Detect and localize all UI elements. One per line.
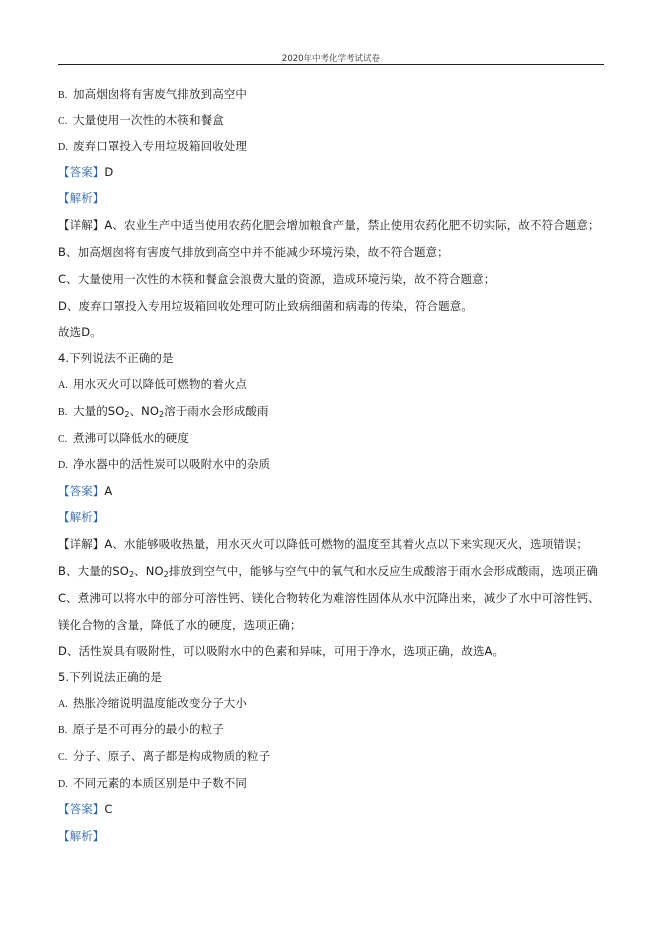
- option-letter: A.: [58, 699, 68, 710]
- q4-option-d: [58, 456, 270, 474]
- detail-text: A、农业生产中适当使用农药化肥会增加粮食产量，禁止使用农药化肥不切实际，故不符合题意；: [104, 218, 600, 232]
- answer-value: A: [104, 484, 113, 498]
- answer-value: C: [104, 802, 113, 816]
- detail-text-pre: B、大量的SO: [58, 564, 129, 578]
- subscript: 2: [159, 410, 165, 419]
- option-text: 用水灭火可以降低可燃物的着火点: [73, 377, 247, 391]
- q3-detail-2: B、加高烟囱将有害废气排放到高空中并不能减少环境污染，故不符合题意；: [58, 245, 449, 259]
- detail-tag: 【详解】: [58, 537, 105, 551]
- q3-conclusion: 故选D。: [58, 325, 102, 339]
- q4-option-a: [58, 376, 247, 394]
- q4-detail-2: [58, 563, 598, 579]
- detail-tag: 【详解】: [58, 218, 105, 232]
- option-text: 热胀冷缩说明温度能改变分子大小: [73, 696, 247, 710]
- q5-option-c: [58, 748, 270, 766]
- page-header: 2020年中考化学考试试卷: [281, 54, 381, 64]
- q5-option-b: [58, 721, 224, 739]
- q5-analysis: [58, 828, 104, 844]
- q3-answer: [58, 164, 113, 180]
- option-letter: D.: [58, 779, 68, 790]
- detail-text-post: 排放到空气中，能够与空气中的氧气和水反应生成酸溶于雨水会形成酸雨，选项正确: [168, 564, 599, 578]
- option-text: 煮沸可以降低水的硬度: [73, 431, 189, 445]
- q5-answer: [58, 801, 113, 817]
- q5-option-a: [58, 695, 247, 713]
- subscript: 2: [163, 570, 169, 579]
- subscript: 2: [128, 570, 135, 579]
- option-text: 不同元素的本质区别是中子数不同: [73, 776, 247, 790]
- option-letter: B.: [58, 407, 68, 418]
- option-text: 加高烟囱将有害废气排放到高空中: [73, 87, 247, 101]
- option-letter: C.: [58, 116, 68, 127]
- q3-option-b: [58, 86, 247, 104]
- answer-tag: 【答案】: [58, 802, 105, 816]
- option-text-mid: 、NO: [129, 404, 160, 418]
- answer-tag: 【答案】: [58, 484, 105, 498]
- analysis-tag: 【解析】: [58, 191, 105, 205]
- option-letter: B.: [58, 725, 68, 736]
- q3-option-c: [58, 112, 224, 130]
- q3-option-d: [58, 138, 247, 156]
- q3-detail-4: D、废弃口罩投入专用垃圾箱回收处理可防止致病细菌和病毒的传染，符合题意。: [58, 299, 473, 313]
- q4-analysis: [58, 509, 104, 525]
- option-text-pre: 大量的SO: [73, 404, 125, 418]
- option-letter: B.: [58, 90, 68, 101]
- analysis-tag: 【解析】: [58, 510, 105, 524]
- q4-stem: 4.下列说法不正确的是: [58, 351, 174, 365]
- answer-value: D: [104, 165, 114, 179]
- option-letter: D.: [58, 142, 68, 153]
- q4-option-c: [58, 430, 189, 448]
- q3-detail-1: [58, 217, 600, 233]
- header-divider: [58, 64, 604, 65]
- option-text: 废弃口罩投入专用垃圾箱回收处理: [73, 139, 247, 153]
- q4-detail-4: D、活性炭具有吸附性，可以吸附水中的色素和异味，可用于净水，选项正确，故选A。: [58, 644, 505, 658]
- q5-stem: 5.下列说法正确的是: [58, 670, 162, 684]
- answer-tag: 【答案】: [58, 165, 105, 179]
- option-letter: C.: [58, 434, 68, 445]
- q5-option-d: [58, 775, 247, 793]
- option-text: 分子、原子、离子都是构成物质的粒子: [73, 749, 271, 763]
- q4-detail-3a: C、煮沸可以将水中的部分可溶性钙、镁化合物转化为难溶性固体从水中沉降出来，减少了水中可溶性钙、: [58, 591, 600, 605]
- option-letter: A.: [58, 380, 68, 391]
- detail-text-mid: 、NO: [134, 564, 164, 578]
- detail-text: A、水能够吸收热量，用水灭火可以降低可燃物的温度至其着火点以下来实现灭火，选项错误；: [104, 537, 588, 551]
- option-text: 大量使用一次性的木筷和餐盒: [73, 113, 224, 127]
- q4-detail-3b: 镁化合物的含量，降低了水的硬度，选项正确；: [58, 618, 302, 632]
- subscript: 2: [124, 410, 130, 419]
- option-text: 净水器中的活性炭可以吸附水中的杂质: [73, 457, 271, 471]
- analysis-tag: 【解析】: [58, 829, 105, 843]
- q4-answer: [58, 483, 112, 499]
- option-letter: D.: [58, 460, 68, 471]
- option-letter: C.: [58, 752, 68, 763]
- q4-option-b: [58, 403, 269, 421]
- option-text: 原子是不可再分的最小的粒子: [73, 722, 224, 736]
- q3-detail-3: C、大量使用一次性的木筷和餐盒会浪费大量的资源，造成环境污染，故不符合题意；: [58, 272, 496, 286]
- option-text-post: 溶于雨水会形成酸雨: [164, 404, 269, 418]
- q4-detail-1: [58, 536, 588, 552]
- q3-analysis: [58, 190, 104, 206]
